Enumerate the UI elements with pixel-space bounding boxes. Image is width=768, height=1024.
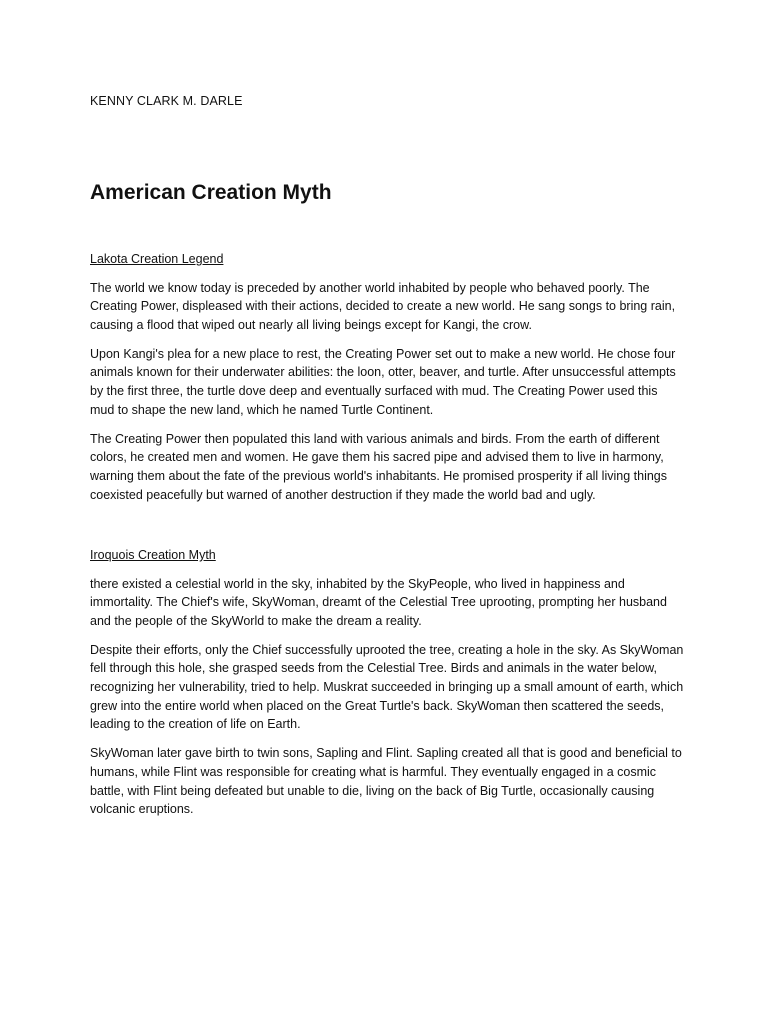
section-heading-lakota: Lakota Creation Legend bbox=[90, 252, 224, 266]
section-iroquois bbox=[90, 546, 685, 829]
paragraph: there existed a celestial world in the sky, inhabited by the SkyPeople, who lived in happiness and immortality. The Chief's wife, SkyWoman, dreamt of the Celestial Tree uprooting, prompting her husband and the people of the SkyWorld to make the dream a reality. bbox=[90, 576, 667, 628]
section-lakota bbox=[90, 250, 685, 515]
paragraph: Upon Kangi's plea for a new place to rest, the Creating Power set out to make a new world. He chose four animals known for their underwater abilities: the loon, otter, beaver, and turtle. After unsuccessful attempts by the first three, the turtle dove deep and eventually surfaced with mud. The Creating Power used this mud to shape the new land, which he named Turtle Continent. bbox=[90, 346, 676, 417]
section-heading-iroquois: Iroquois Creation Myth bbox=[90, 548, 216, 562]
paragraph: The world we know today is preceded by another world inhabited by people who behaved poorly. The Creating Power, displeased with their actions, decided to create a new world. He sang songs to bring rain, causing a flood that wiped out nearly all living beings except for Kangi, the crow. bbox=[90, 280, 676, 332]
paragraph: The Creating Power then populated this land with various animals and birds. From the earth of different colors, he created men and women. He gave them his sacred pipe and advised them to live in harmony, warning them about the fate of the previous world's inhabitants. He promised prosperity if all living things coexisted peacefully but warned of another destruction if they made the world bad and ugly. bbox=[90, 431, 667, 502]
author-name: KENNY CLARK M. DARLE bbox=[90, 94, 243, 108]
document-title: American Creation Myth bbox=[90, 181, 332, 204]
paragraph: Despite their efforts, only the Chief successfully uprooted the tree, creating a hole in the sky. As SkyWoman fell through this hole, she grasped seeds from the Celestial Tree. Birds and animals in the water below, recognizing her vulnerability, tried to help. Muskrat succeeded in bringing up a small amount of earth, which grew into the entire world when placed on the Great Turtle's back. SkyWoman then scattered the seeds, leading to the creation of life on Earth. bbox=[90, 642, 684, 732]
paragraph: SkyWoman later gave birth to twin sons, Sapling and Flint. Sapling created all that is good and beneficial to humans, while Flint was responsible for creating what is harmful. They eventually engaged in a cosmic battle, with Flint being defeated but unable to die, living on the back of Big Turtle, occasionally causing volcanic eruptions. bbox=[90, 746, 682, 817]
